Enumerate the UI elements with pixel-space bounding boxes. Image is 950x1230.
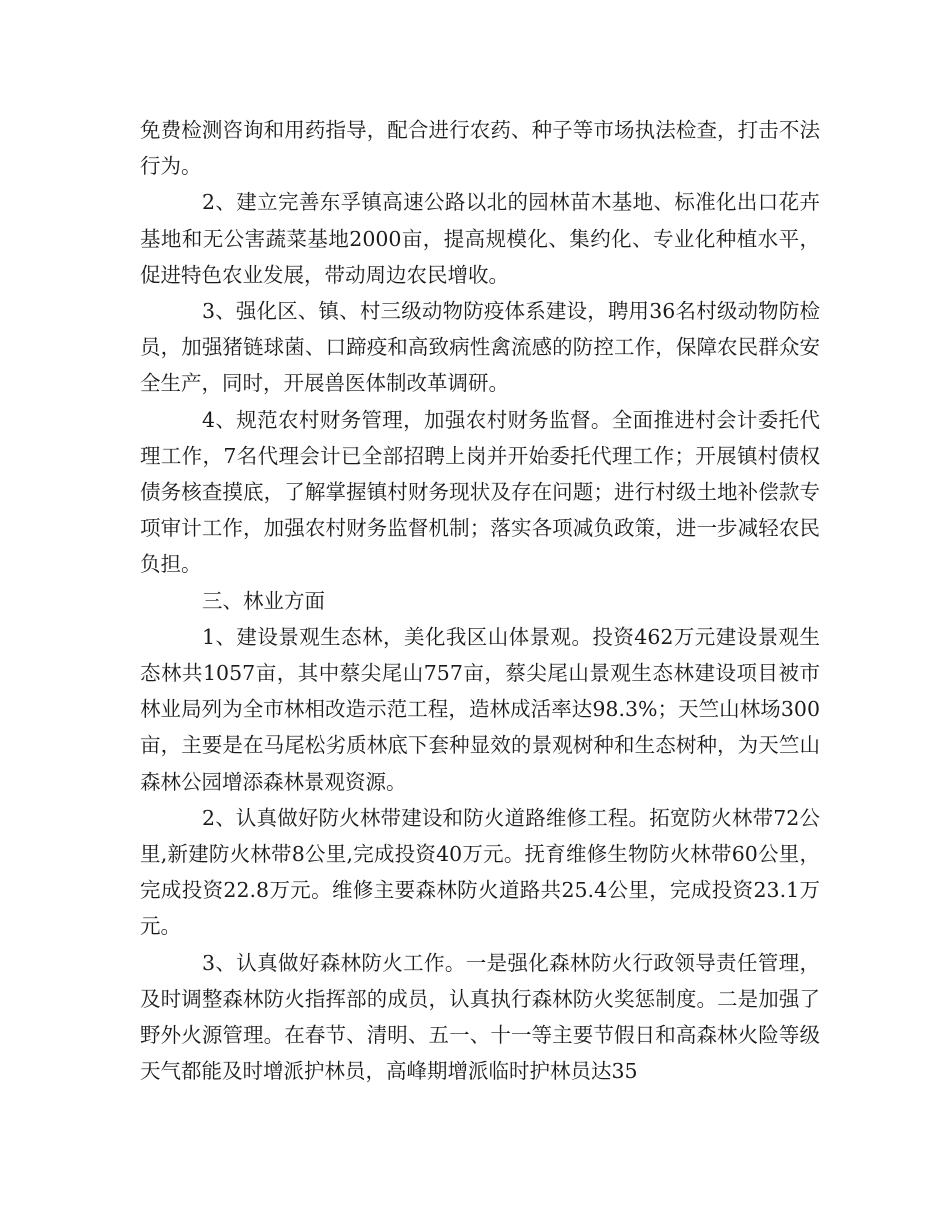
paragraph-item-4-village-finance: 4、规范农村财务管理，加强农村财务监督。全面推进村会计委托代理工作，7名代理会计已全部招聘上岗并开始委托代理工作；开展镇村债权债务核查摸底，了解掌握镇村财务现状及存在问题；进行村级土地补偿款专项审计工作，加强农村财务监督机制；落实各项减负政策，进一步减轻农民负担。 (140, 407, 820, 577)
paragraph-forestry-item-2: 2、认真做好防火林带建设和防火道路维修工程。拓宽防火林带72公里,新建防火林带8公里,完成投资40万元。抚育维修生物防火林带60公里，完成投资22.8万元。维修主要森林防火道路共25.4公里，完成投资23.1万元。 (140, 805, 820, 939)
paragraph-continuation: 免费检测咨询和用药指导，配合进行农药、种子等市场执法检查，打击不法行为。 (140, 118, 820, 179)
section-heading-forestry: 三、林业方面 (202, 588, 325, 613)
paragraph-item-2-nursery-base: 2、建立完善东孚镇高速公路以北的园林苗木基地、标准化出口花卉基地和无公害蔬菜基地2000亩，提高规模化、集约化、专业化种植水平，促进特色农业发展，带动周边农民增收。 (140, 190, 820, 287)
paragraph-forestry-item-3: 3、认真做好森林防火工作。一是强化森林防火行政领导责任管理，及时调整森林防火指挥部的成员，认真执行森林防火奖惩制度。二是加强了野外火源管理。在春节、清明、五一、十一等主要节假日和高森林火险等级天气都能及时增派护林员，高峰期增派临时护林员达35 (140, 950, 820, 1084)
paragraph-forestry-item-1: 1、建设景观生态林，美化我区山体景观。投资462万元建设景观生态林共1057亩，其中蔡尖尾山757亩，蔡尖尾山景观生态林建设项目被市林业局列为全市林相改造示范工程，造林成活率达98.3%；天竺山林场300亩，主要是在马尾松劣质林底下套种显效的景观树种和生态树种，为天竺山森林公园增添森林景观资源。 (140, 624, 820, 794)
document-body (140, 112, 820, 1089)
paragraph-item-3-animal-epidemic: 3、强化区、镇、村三级动物防疫体系建设，聘用36名村级动物防检员，加强猪链球菌、口蹄疫和高致病性禽流感的防控工作，保障农民群众安全生产，同时，开展兽医体制改革调研。 (140, 299, 820, 396)
